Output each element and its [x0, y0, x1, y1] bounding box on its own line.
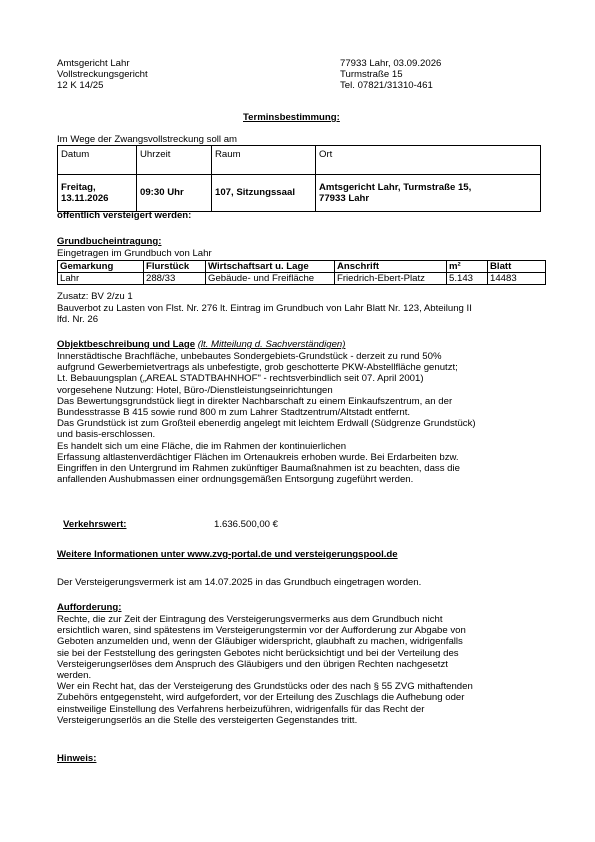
termin-table-header [58, 146, 541, 175]
cell-blatt: 14483 [488, 273, 546, 285]
objekt-heading-note: (lt. Mitteilung d. Sachverständigen) [197, 339, 346, 350]
aufforderung-line: einstweilige Einstellung des Verfahrens herbeizuführen, widrigenfalls für das Recht der [57, 703, 425, 715]
objekt-line: Erfassung altlastenverdächtiger Flächen im Ortenaukreis erhoben wurde. Bei Erdarbeiten bzw. [57, 451, 459, 463]
aufforderung-line: sie bei der Feststellung des geringsten Gebotes nicht berücksichtigt und bei der Verteilung des [57, 647, 459, 659]
hinweis-heading: Hinweis: [57, 753, 97, 764]
verkehrswert-value: 1.636.500,00 € [214, 519, 279, 530]
cell-wirtschaftsart: Gebäude- und Freifläche [206, 273, 335, 285]
grundbuch-table [57, 260, 546, 285]
objekt-line: Das Grundstück ist zum Großteil ebenerdig angelegt mit leichtem Erdwall (Südgrenze Grundstück) [57, 418, 476, 430]
phone: Tel. 07821/31310-461 [340, 80, 433, 92]
aufforderung-line: werden. [57, 670, 92, 682]
cell-anschrift: Friedrich-Ebert-Platz [335, 273, 447, 285]
aufforderung-line: Zubehörs entgegensteht, wird aufgefordert, vor der Erteilung des Zuschlags die Aufhebung oder [57, 692, 465, 704]
objekt-heading-row [57, 339, 345, 350]
bauverbot-line: lfd. Nr. 26 [57, 314, 99, 326]
termin-table [57, 145, 541, 212]
header-gemarkung: Gemarkung [58, 261, 144, 273]
versteigert-text: öffentlich versteigert werden: [57, 210, 192, 221]
objekt-heading: Objektbeschreibung und Lage [57, 339, 196, 350]
court-address [57, 58, 148, 92]
termin-table-row [58, 175, 541, 212]
intro-text: Im Wege der Zwangsvollstreckung soll am [57, 134, 238, 145]
objekt-line: Es handelt sich um eine Fläche, die im Rahmen der kontinuierlichen [57, 440, 347, 452]
objekt-line: Bundesstrasse B 415 sowie rund 800 m zum Lahrer Stadtzentrum/Altstadt entfernt. [57, 407, 411, 419]
aufforderung-line: Wer ein Recht hat, das der Versteigerung des Grundstücks oder des nach § 55 ZVG mithaftenden [57, 681, 473, 693]
street: Turmstraße 15 [340, 69, 403, 81]
termin-uhrzeit: 09:30 Uhr [137, 175, 212, 212]
termin-datum: Freitag, 13.11.2026 [58, 175, 137, 212]
aufforderung-line: Rechte, die zur Zeit der Eintragung des Versteigerungsvermerks aus dem Grundbuch nicht [57, 614, 443, 625]
verkehrswert-label: Verkehrswert: [63, 519, 127, 530]
termin-raum: 107, Sitzungssaal [212, 175, 316, 212]
cell-flurstueck: 288/33 [144, 273, 206, 285]
objekt-line: Das Bewertungsgrundstück liegt in direkter Nachbarschaft zu einem Einkaufszentrum, an der [57, 395, 453, 407]
cell-gemarkung: Lahr [58, 273, 144, 285]
case-number: 12 K 14/25 [57, 80, 104, 92]
aufforderung-line: ersichtlich waren, sind spätestens im Versteigerungstermin vor der Aufforderung zur Abgabe von [57, 625, 466, 637]
objekt-description [57, 351, 476, 485]
bauverbot-text [57, 303, 472, 325]
grundbuch-heading: Grundbucheintragung: [57, 236, 162, 247]
header-blatt: Blatt [488, 261, 546, 273]
objekt-line: und basis-erschlossen. [57, 429, 156, 441]
objekt-line: aufgrund Gewerbemietvertrags als unbefestigte, grob geschotterte PKW-Abstellfläche genutzt; [57, 362, 458, 374]
header-datum: Datum [58, 146, 137, 175]
aufforderung-text [57, 614, 473, 726]
objekt-line: Lt. Bebauungsplan („AREAL STADTBAHNHOF" - rechtsverbindlich seit 07. April 2001) [57, 373, 424, 385]
place-date: 77933 Lahr, 03.09.2026 [340, 58, 442, 69]
objekt-line: Innerstädtische Brachfläche, unbebautes Sondergebiets-Grundstück - derzeit zu rund 50% [57, 351, 442, 362]
grundbuch-subline: Eingetragen im Grundbuch von Lahr [57, 248, 212, 259]
objekt-line: vorgesehene Nutzung: Hotel, Büro-/Dienstleistungseinrichtungen [57, 384, 333, 396]
cell-flaeche: 5.143 [447, 273, 488, 285]
header-ort: Ort [316, 146, 541, 175]
aufforderung-line: Versteigerungserlös an die Stelle des versteigerten Gegenstandes tritt. [57, 714, 358, 726]
court-department: Vollstreckungsgericht [57, 69, 148, 81]
header-raum: Raum [212, 146, 316, 175]
header-uhrzeit: Uhrzeit [137, 146, 212, 175]
aufforderung-line: Geboten anzumelden und, wenn der Gläubiger widerspricht, glaubhaft zu machen, widrigenfalls [57, 636, 463, 648]
vermerk-text: Der Versteigerungsvermerk ist am 14.07.2025 in das Grundbuch eingetragen worden. [57, 577, 422, 588]
court-contact [340, 58, 441, 92]
header-anschrift: Anschrift [335, 261, 447, 273]
grundbuch-table-row [58, 273, 546, 285]
weitere-info: Weitere Informationen unter www.zvg-portal.de und versteigerungspool.de [57, 549, 398, 560]
header-flurstueck: Flurstück [144, 261, 206, 273]
header-wirtschaftsart: Wirtschaftsart u. Lage [206, 261, 335, 273]
grundbuch-table-header [58, 261, 546, 273]
aufforderung-heading: Aufforderung: [57, 602, 122, 613]
bauverbot-line: Bauverbot zu Lasten von Flst. Nr. 276 lt. Eintrag im Grundbuch von Lahr Blatt Nr. 123, Abteilung II [57, 303, 472, 314]
objekt-line: Eingriffen in den Untergrund im Rahmen zukünftiger Baumaßnahmen ist zu beachten, dass die [57, 463, 460, 475]
aufforderung-line: Versteigerungserlöses dem Anspruch des Gläubigers und den übrigen Rechten nachgesetzt [57, 658, 448, 670]
court-name: Amtsgericht Lahr [57, 58, 130, 69]
zusatz-text: Zusatz: BV 2/zu 1 [57, 291, 133, 302]
header-flaeche: m² [447, 261, 488, 273]
document-title: Terminsbestimmung: [243, 112, 340, 123]
objekt-line: anfallenden Aushubmassen einer ordnungsgemäßen Entsorgung zugeführt werden. [57, 474, 414, 486]
termin-ort: Amtsgericht Lahr, Turmstraße 15, 77933 Lahr [316, 175, 541, 212]
